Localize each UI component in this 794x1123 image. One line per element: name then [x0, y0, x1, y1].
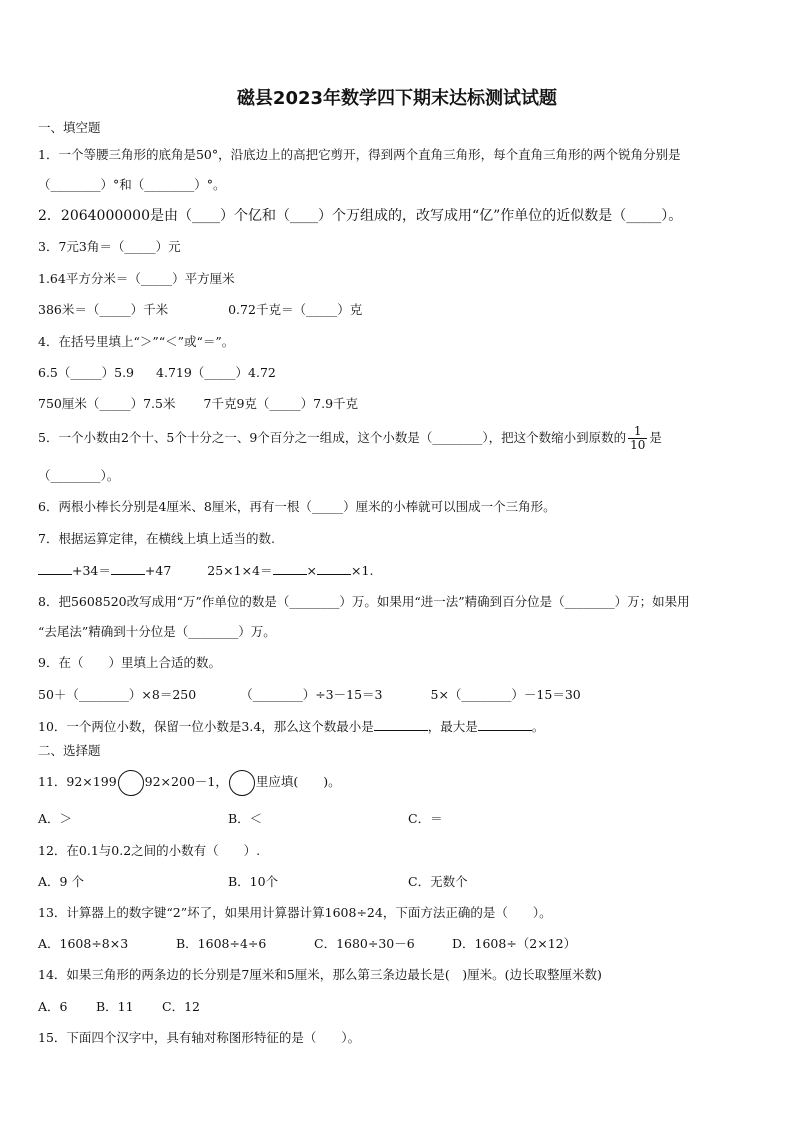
question-8-line-1: 8．把5608520改写成用“万”作单位的数是（________）万。如果用“进一法”精确到百分位是（________）万；如果用 — [38, 594, 690, 609]
answer-blank[interactable] — [317, 562, 351, 575]
answer-blank[interactable] — [111, 562, 145, 575]
question-3-line-3 — [38, 301, 362, 319]
question-10 — [38, 718, 544, 736]
question-9-part-a: 50＋（________）×8＝250 — [38, 687, 197, 702]
question-9-part-b: （________）÷3－15＝3 — [240, 687, 383, 702]
section-heading-choice: 二、选择题 — [38, 743, 101, 758]
question-4-line-2 — [38, 364, 276, 382]
fraction-numerator: 1 — [628, 425, 647, 439]
question-7-text: × — [306, 563, 318, 578]
option-a[interactable]: A．1608÷8×3 — [38, 936, 129, 951]
question-2: 2．2064000000是由（____）个亿和（____）个万组成的，改写成用“亿”作单位的近似数是（_____）。 — [38, 208, 683, 224]
question-7-text: ×1. — [351, 563, 374, 578]
question-10-text: 。 — [531, 719, 545, 734]
question-13-options — [38, 935, 576, 953]
question-12: 12．在0.1与0.2之间的小数有（ ）. — [38, 843, 261, 858]
question-8-line-2: “去尾法”精确到十分位是（________）万。 — [38, 624, 276, 639]
question-9-line-2 — [38, 686, 581, 704]
question-3-line-2: 1.64平方分米＝（_____）平方厘米 — [38, 271, 235, 286]
question-3-part-a: 386米＝（_____）千米 — [38, 302, 169, 317]
question-1-line-2: （________）°和（________）°。 — [38, 177, 226, 192]
question-10-text: ，最大是 — [427, 719, 478, 734]
question-11-text: 里应填( )。 — [255, 774, 341, 789]
question-7-line-1: 7．根据运算定律，在横线上填上适当的数. — [38, 531, 275, 546]
option-a[interactable]: A．6 — [38, 999, 68, 1014]
option-a[interactable]: A．9 个 — [38, 874, 84, 889]
question-4-part-b: 4.719（_____）4.72 — [156, 365, 276, 380]
question-11-options — [38, 810, 443, 828]
question-9-line-1: 9．在（ ）里填上合适的数。 — [38, 655, 221, 670]
question-10-text: 10．一个两位小数，保留一位小数是3.4，那么这个数最小是 — [38, 719, 374, 734]
page-title: 磁县2023年数学四下期末达标测试试题 — [236, 88, 558, 109]
answer-blank[interactable] — [38, 562, 72, 575]
option-c[interactable]: C．＝ — [408, 811, 443, 826]
option-b[interactable]: B．10个 — [228, 874, 279, 889]
question-4-part-c: 750厘米（_____）7.5米 — [38, 396, 176, 411]
question-14-options — [38, 998, 200, 1016]
question-11-text: 92×200－1， — [144, 774, 228, 789]
question-5-text: 5．一个小数由2个十、5个十分之一、9个百分之一组成，这个小数是（________），把这个数缩小到原数的 — [38, 430, 627, 445]
question-5-text-end: 是 — [649, 430, 662, 445]
question-7-text: +47 — [144, 563, 172, 578]
question-3-line-1: 3．7元3角＝（_____）元 — [38, 239, 181, 254]
question-7-text: 25×1×4＝ — [207, 563, 273, 578]
answer-blank[interactable] — [374, 718, 428, 731]
question-4-part-a: 6.5（_____）5.9 — [38, 365, 135, 380]
question-11-text: 11．92×199 — [38, 774, 117, 789]
option-c[interactable]: C．1680÷30－6 — [314, 936, 415, 951]
fraction-one-tenth — [628, 425, 647, 452]
section-heading-fill-blank: 一、填空题 — [38, 120, 101, 135]
option-b[interactable]: B．11 — [96, 999, 134, 1014]
option-d[interactable]: D．1608÷（2×12） — [452, 936, 577, 951]
option-c[interactable]: C．12 — [162, 999, 200, 1014]
answer-blank[interactable] — [478, 718, 532, 731]
answer-circle[interactable] — [118, 770, 144, 796]
answer-blank[interactable] — [273, 562, 307, 575]
option-c[interactable]: C．无数个 — [408, 874, 468, 889]
question-3-part-b: 0.72千克＝（_____）克 — [228, 302, 363, 317]
question-4-part-d: 7千克9克（_____）7.9千克 — [203, 396, 359, 411]
question-12-options — [38, 873, 468, 891]
question-4-line-3 — [38, 395, 358, 413]
question-6: 6．两根小棒长分别是4厘米、8厘米，再有一根（_____）厘米的小棒就可以围成一个三角形。 — [38, 499, 556, 514]
option-a[interactable]: A．＞ — [38, 811, 73, 826]
question-14: 14．如果三角形的两条边的长分别是7厘米和5厘米，那么第三条边最长是( )厘米。(边长取整厘米数) — [38, 967, 602, 982]
question-9-part-c: 5×（________）－15＝30 — [430, 687, 581, 702]
option-b[interactable]: B．＜ — [228, 811, 263, 826]
question-4-line-1: 4．在括号里填上“＞”“＜”或“＝”。 — [38, 334, 235, 349]
question-13: 13．计算器上的数字键“2”坏了，如果用计算器计算1608÷24，下面方法正确的是（ ）。 — [38, 905, 552, 920]
option-b[interactable]: B．1608÷4÷6 — [176, 936, 267, 951]
question-1-line-1: 1．一个等腰三角形的底角是50°，沿底边上的高把它剪开，得到两个直角三角形，每个直角三角形的两个锐角分别是 — [38, 147, 681, 162]
question-5-line-2: （________）。 — [38, 468, 120, 483]
answer-circle[interactable] — [229, 770, 255, 796]
question-11 — [38, 768, 341, 796]
question-15: 15．下面四个汉字中，具有轴对称图形特征的是（ ）。 — [38, 1030, 361, 1045]
question-5-line-1 — [38, 423, 662, 453]
fraction-denominator: 10 — [630, 438, 646, 452]
question-7-line-2 — [38, 562, 373, 580]
question-7-text: +34＝ — [72, 563, 111, 578]
